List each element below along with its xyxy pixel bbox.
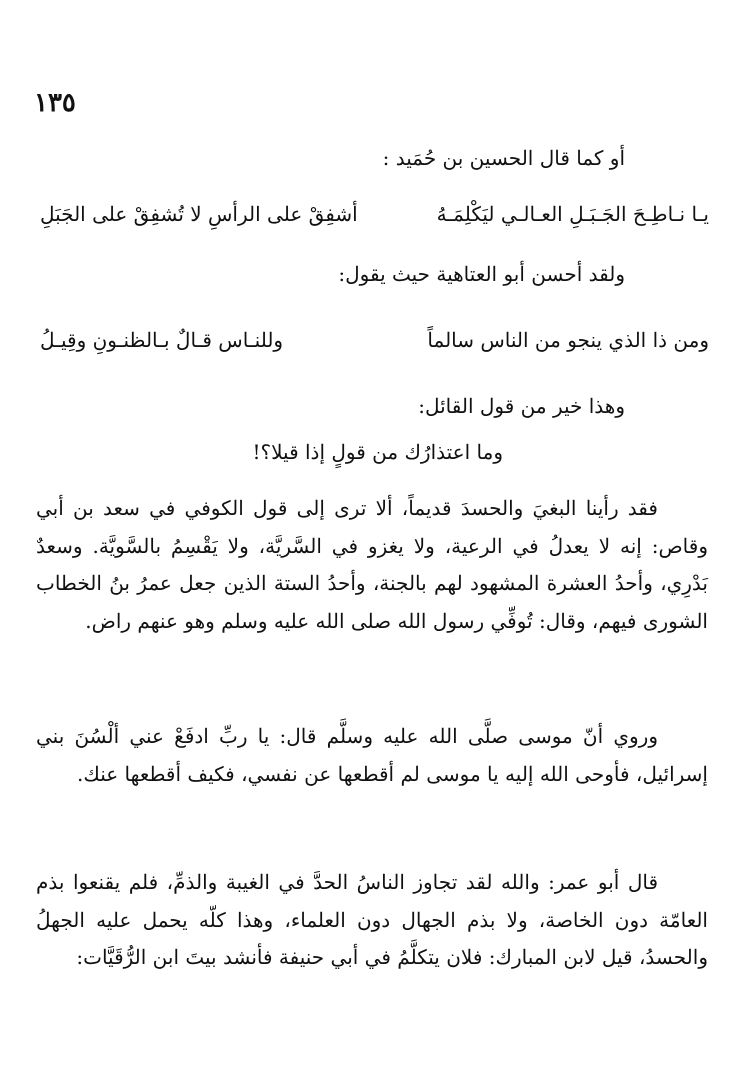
verse-1-first-hemistich: يـا نـاطِـحَ الجَـبَـلِ العـالـي ليَكْلِمَـهُ — [436, 202, 709, 226]
verse-1-second-hemistich: أشفِقْ على الرأسِ لا تُشفِقْ على الجَبَلِ — [40, 202, 358, 226]
paragraph-2: وروي أنّ موسى صلَّى الله عليه وسلَّم قال: يا ربِّ ادفَعْ عني ألْسُنَ بني إسرائيل، فأوحى الله إليه يا موسى لم أقطعها عن نفسي، فكيف أقطعها عنك. — [36, 724, 708, 786]
page-number: ١٣٥ — [34, 88, 76, 118]
verse-3: وما اعتذارُك من قولٍ إذا قيلا؟! — [252, 440, 503, 464]
verse-2-second-hemistich: وللنـاس قـالٌ بـالظنـونِ وقِيـلُ — [40, 328, 284, 352]
verse-2-first-hemistich: ومن ذا الذي ينجو من الناس سالماً — [427, 328, 709, 352]
intro-line-3: وهذا خير من قول القائل: — [418, 394, 625, 418]
intro-line-2: ولقد أحسن أبو العتاهية حيث يقول: — [338, 262, 625, 286]
paragraph-1: فقد رأينا البغيَ والحسدَ قديماً، ألا ترى إلى قول الكوفي في سعد بن أبي وقاص: إنه لا يعدلُ في الرعية، ولا يغزو في السَّريَّة، ولا يَقْسِمُ بالسَّويَّة. وسعدٌ بَدْرِي، وأحدُ العشرة المشهود لهم بالجنة، وأحدُ الستة الذين جعل عمرُ بنُ الخطاب الشورى فيهم، وقال: تُوفِّي رسول الله صلى الله عليه وسلم وهو عنهم راض. — [36, 496, 708, 633]
intro-line-1: أو كما قال الحسين بن حُمَيد : — [382, 146, 625, 170]
paragraph-3: قال أبو عمر: والله لقد تجاوز الناسُ الحدَّ في الغيبة والذمِّ، فلم يقنعوا بذم العامّة دون الخاصة، ولا بذم الجهال دون العلماء، وهذا كلّه يحمل عليه الجهلُ والحسدُ، قيل لابن المبارك: فلان يتكلَّمُ في أبي حنيفة فأنشد بيتَ ابن الرُّقَيَّات: — [36, 870, 708, 969]
